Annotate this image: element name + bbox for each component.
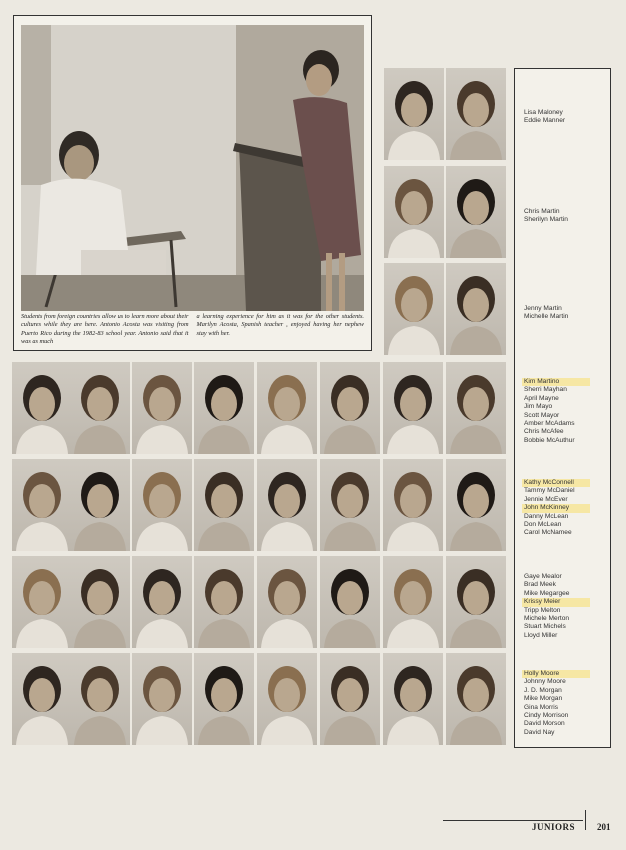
student-name: Sherri Mayhan bbox=[524, 386, 567, 394]
footer-rule bbox=[443, 820, 583, 821]
student-name: Eddie Manner bbox=[524, 117, 566, 125]
footer-section-label: JUNIORS bbox=[532, 822, 576, 832]
student-portrait bbox=[320, 556, 380, 648]
student-name: Gaye Mealor bbox=[524, 573, 562, 580]
student-portrait bbox=[383, 653, 443, 745]
student-name: Chris Martin bbox=[524, 208, 560, 215]
student-name: Bobbie McAuthur bbox=[524, 436, 575, 444]
student-name: Lisa Maloney bbox=[524, 109, 563, 116]
student-name: Cindy Morrison bbox=[524, 712, 569, 720]
student-name: Chris McAfee bbox=[524, 428, 564, 436]
feature-photo bbox=[21, 25, 364, 311]
student-name: Tammy McDaniel bbox=[524, 487, 575, 495]
student-portrait bbox=[257, 653, 317, 745]
student-name-highlighted: Krissy Meier bbox=[522, 598, 590, 606]
student-name: Jenny Martin bbox=[524, 305, 562, 312]
student-name: Jim Mayo bbox=[524, 403, 553, 411]
student-name: Sherilyn Martin bbox=[524, 216, 568, 224]
student-portrait bbox=[383, 459, 443, 551]
student-name-highlighted: John McKinney bbox=[522, 504, 590, 512]
student-portrait bbox=[257, 362, 317, 454]
student-name: Gina Morris bbox=[524, 703, 559, 711]
feature-caption bbox=[21, 313, 364, 347]
student-portrait bbox=[12, 653, 72, 745]
student-name: Mike Morgan bbox=[524, 695, 563, 703]
student-portrait bbox=[257, 459, 317, 551]
student-name-highlighted: Kim Martino bbox=[522, 378, 590, 386]
caption-col-1: Students from foreign countries allow us to learn more about their cultures while they are here. Antonio Acosta was visiting from Puerto Rico during the 1982-83 school year. Antonio said that it was as much bbox=[21, 313, 189, 346]
student-portrait bbox=[132, 362, 192, 454]
student-name: Michele Merton bbox=[524, 615, 570, 623]
student-portrait bbox=[383, 556, 443, 648]
student-portrait bbox=[132, 653, 192, 745]
page-number: 201 bbox=[597, 822, 611, 832]
student-portrait bbox=[12, 459, 72, 551]
footer-divider bbox=[585, 810, 586, 830]
student-portrait bbox=[446, 362, 506, 454]
student-portrait bbox=[257, 556, 317, 648]
student-name: Brad Meek bbox=[524, 581, 556, 589]
student-name: J. D. Morgan bbox=[524, 686, 562, 694]
student-portrait bbox=[384, 68, 444, 160]
student-portrait bbox=[320, 459, 380, 551]
student-name: Danny McLean bbox=[524, 512, 569, 520]
student-name-highlighted: Holly Moore bbox=[522, 670, 590, 678]
student-portrait bbox=[446, 166, 506, 258]
student-portrait bbox=[384, 263, 444, 355]
student-portrait bbox=[132, 556, 192, 648]
student-name: Mike Megargee bbox=[524, 589, 570, 597]
name-group-6 bbox=[524, 573, 610, 640]
student-portrait bbox=[70, 362, 130, 454]
name-group-7 bbox=[524, 670, 610, 737]
student-name: David Nay bbox=[524, 728, 555, 736]
name-group-2 bbox=[524, 208, 610, 225]
student-portrait bbox=[194, 459, 254, 551]
caption-col-2: a learning experience for him as it was for the other students. Marilyn Acosta, Spanish teacher , enjoyed having her nephew stay with her. bbox=[196, 313, 364, 337]
name-group-4 bbox=[524, 378, 610, 445]
student-portrait bbox=[70, 459, 130, 551]
student-name: David Morson bbox=[524, 720, 565, 728]
student-portrait bbox=[12, 556, 72, 648]
student-portrait bbox=[70, 653, 130, 745]
student-name: Jennie McEver bbox=[524, 495, 568, 503]
student-name: Johnny Moore bbox=[524, 678, 566, 686]
student-portrait bbox=[132, 459, 192, 551]
student-name: Stuart Michels bbox=[524, 623, 566, 631]
student-name: Don McLean bbox=[524, 521, 562, 529]
name-group-5 bbox=[524, 479, 610, 538]
student-name-highlighted: Kathy McConnell bbox=[522, 479, 590, 487]
student-portrait bbox=[12, 362, 72, 454]
student-portrait bbox=[446, 556, 506, 648]
student-portrait bbox=[320, 362, 380, 454]
student-portrait bbox=[446, 459, 506, 551]
student-portrait bbox=[194, 362, 254, 454]
student-name: April Mayne bbox=[524, 394, 559, 402]
student-portrait bbox=[383, 362, 443, 454]
student-portrait bbox=[194, 556, 254, 648]
student-portrait bbox=[70, 556, 130, 648]
student-portrait bbox=[446, 68, 506, 160]
names-column bbox=[514, 68, 611, 748]
name-group-3 bbox=[524, 305, 610, 322]
student-name: Tripp Melton bbox=[524, 606, 561, 614]
student-portrait bbox=[446, 263, 506, 355]
student-name: Lloyd Miller bbox=[524, 631, 558, 639]
student-portrait bbox=[384, 166, 444, 258]
student-name: Amber McAdams bbox=[524, 420, 575, 428]
student-portrait bbox=[194, 653, 254, 745]
student-portrait bbox=[446, 653, 506, 745]
name-group-1 bbox=[524, 109, 610, 126]
feature-photo-box bbox=[13, 15, 372, 351]
student-name: Carol McNamee bbox=[524, 529, 572, 537]
student-portrait bbox=[320, 653, 380, 745]
student-name: Michelle Martin bbox=[524, 313, 569, 321]
student-name: Scott Mayor bbox=[524, 411, 560, 419]
